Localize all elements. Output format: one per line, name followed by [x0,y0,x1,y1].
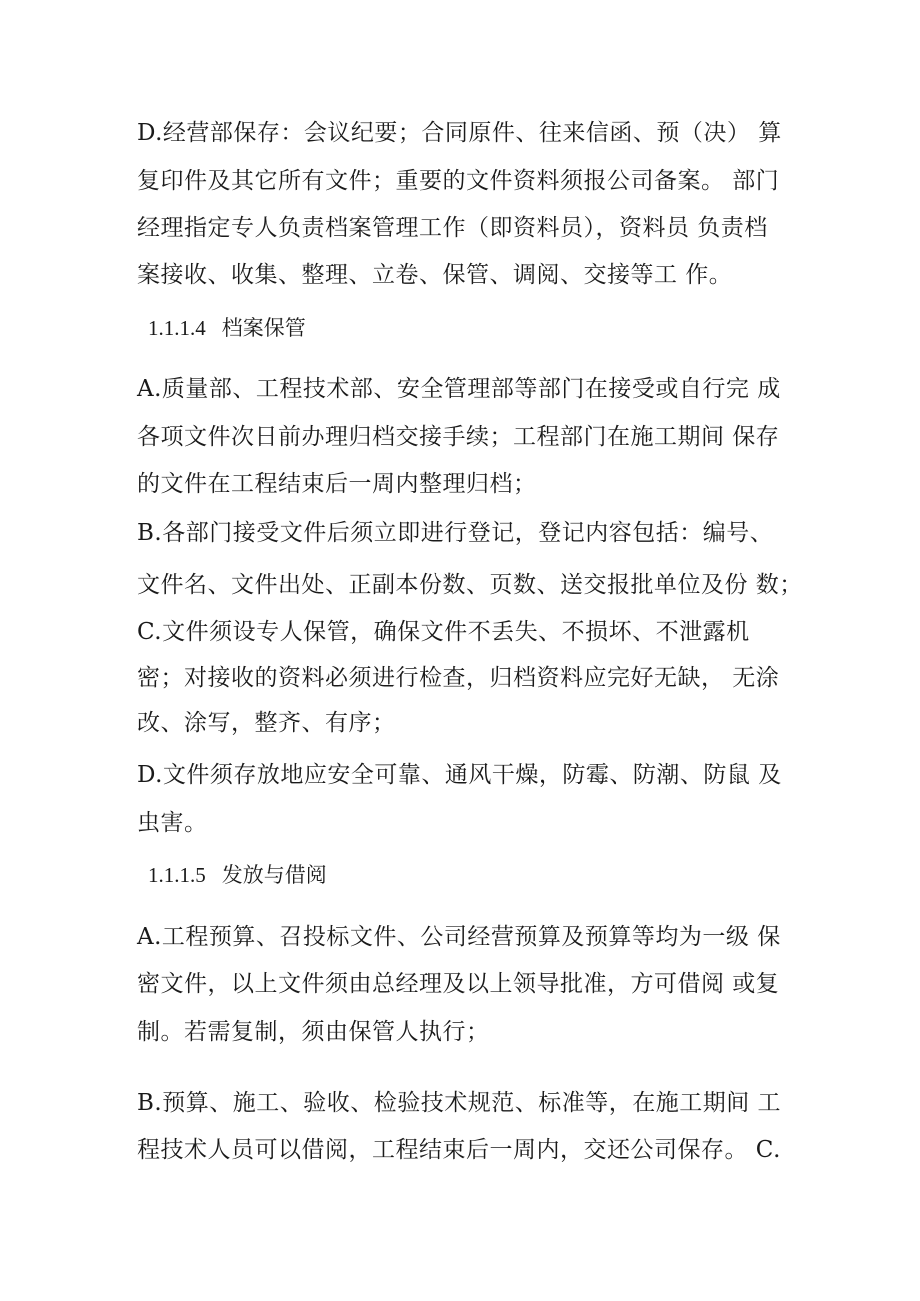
paragraph-line: 虫害。 [137,810,208,836]
paragraph-line: 密文件，以上文件须由总经理及以上领导批准，方可借阅 或复 [137,971,780,997]
section-heading [148,860,327,890]
section-title: 档案保管 [221,316,306,340]
section-heading [148,313,306,343]
paragraph-line: 经理指定专人负责档案管理工作（即资料员），资料员 负责档 [137,215,768,241]
paragraph-line: D.经营部保存：会议纪要；合同原件、往来信函、预（决） 算 [137,120,782,146]
paragraph-line: B.预算、施工、验收、检验技术规范、标准等，在施工期间 工 [137,1090,782,1116]
paragraph-line: 制。若需复制，须由保管人执行； [137,1019,490,1045]
paragraph-line: A.工程预算、召投标文件、公司经营预算及预算等均为一级 保 [137,924,781,950]
paragraph-line: 的文件在工程结束后一周内整理归档； [137,471,537,497]
paragraph-line: B.各部门接受文件后须立即进行登记，登记内容包括：编号、 [137,520,774,546]
paragraph-line: A.质量部、工程技术部、安全管理部等部门在接受或自行完 成 [137,376,781,402]
paragraph-line: 密；对接收的资料必须进行检查，归档资料应完好无缺， 无涂 [137,665,780,691]
paragraph-line: 文件名、文件出处、正副本份数、页数、送交报批单位及份 数； [137,572,803,598]
paragraph-line: C.文件须设专人保管，确保文件不丢失、不损坏、不泄露机 [137,619,750,645]
section-title: 发放与借阅 [221,863,327,887]
paragraph-line: 各项文件次日前办理归档交接手续；工程部门在施工期间 保存 [137,424,780,450]
paragraph-line: 复印件及其它所有文件；重要的文件资料须报公司备案。 部门 [137,168,780,194]
paragraph-line: 程技术人员可以借阅，工程结束后一周内，交还公司保存。 C. [137,1137,781,1163]
section-number: 1.1.1.5 [148,863,206,887]
paragraph-line: 案接收、收集、整理、立卷、保管、调阅、交接等工 作。 [137,262,733,288]
paragraph-line: D.文件须存放地应安全可靠、通风干燥，防霉、防潮、防鼠 及 [137,762,782,788]
section-number: 1.1.1.4 [148,316,206,340]
paragraph-line: 改、涂写，整齐、有序； [137,710,396,736]
